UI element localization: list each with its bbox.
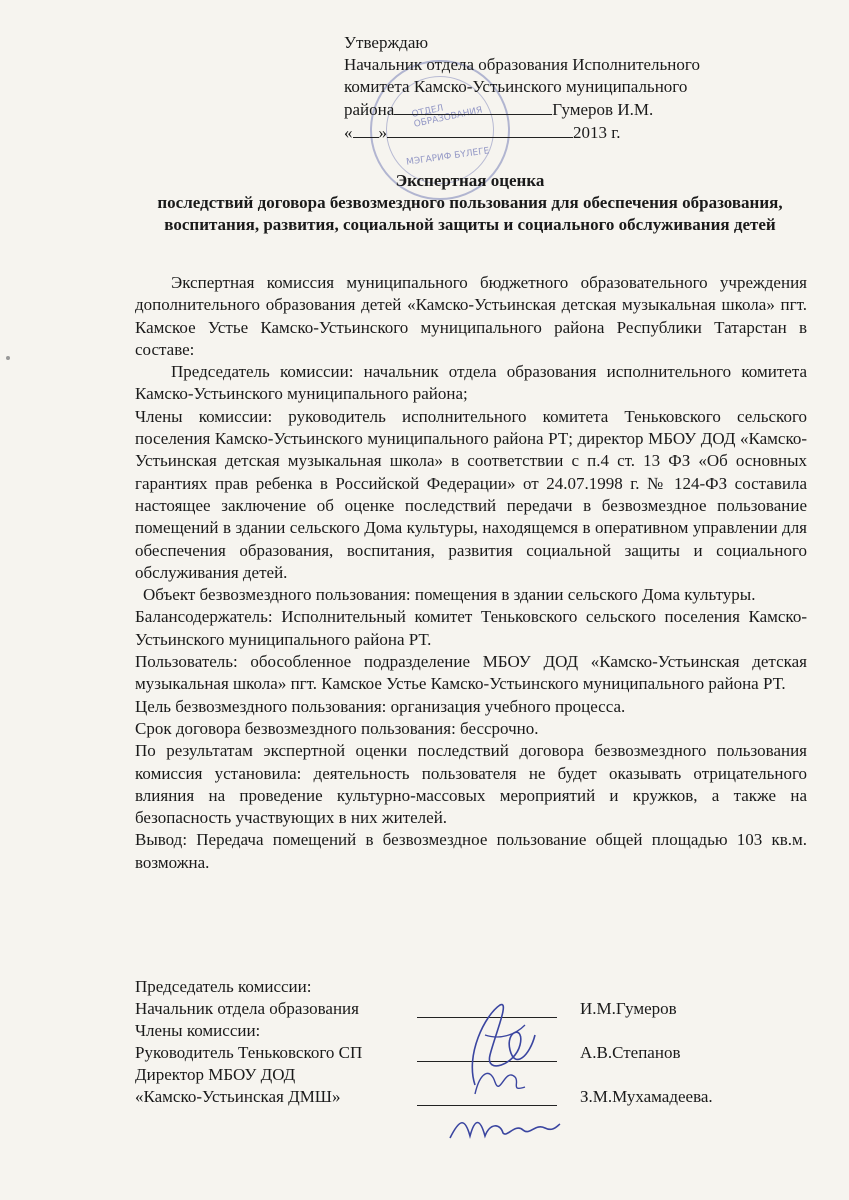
- member2-role-line-2: «Камско-Устьинская ДМШ»: [135, 1087, 341, 1106]
- date-quote-close: »: [378, 123, 387, 142]
- scan-artifact: [6, 356, 10, 360]
- approval-year: 2013 г.: [573, 123, 621, 142]
- document-title: [130, 170, 810, 236]
- paragraph-user: Пользователь: обособленное подразделение МБОУ ДОД «Камско-Устьинская детская музыкальная школа» пгт. Камское Устье Камско-Устьинского муниципального района РТ.: [135, 652, 807, 694]
- member1-handwritten-signature: [465, 1062, 535, 1102]
- chair-name: И.М.Гумеров: [580, 999, 677, 1018]
- paragraph-results: По результатам экспертной оценки последствий договора безвозмездного пользования комиссия установила: деятельность пользователя не будет оказывать отрицательного влияния на проведение культурно-массовых мероприятий и кружков, а также на безопасность участвующих в них жителей.: [135, 741, 807, 828]
- approval-district: района: [344, 100, 395, 119]
- approval-signature-blank: [394, 98, 552, 115]
- approval-block: [344, 32, 784, 144]
- member2-name: З.М.Мухамадеева.: [580, 1087, 713, 1106]
- approval-heading: Утверждаю: [344, 33, 429, 52]
- date-month-blank: [387, 121, 573, 138]
- approval-signer-line: [344, 98, 784, 121]
- paragraph-term: Срок договора безвозмездного пользования: бессрочно.: [135, 718, 539, 738]
- approval-date-line: [344, 121, 784, 144]
- title-line-1: Экспертная оценка: [395, 171, 545, 190]
- members-label: Члены комиссии:: [135, 1021, 261, 1040]
- stamp-text-top: ОТДЕЛ ОБРАЗОВАНИЯ: [410, 103, 484, 130]
- approval-signer: Гумеров И.М.: [552, 100, 654, 119]
- member2-role-line-1: Директор МБОУ ДОД: [135, 1065, 296, 1084]
- paragraph-object: Объект безвозмездного пользования: помещения в здании сельского Дома культуры.: [143, 585, 756, 605]
- title-line-2: последствий договора безвозмездного пользования для обеспечения образования, воспитания, развития, социальной защиты и социального обслуживания детей: [157, 193, 783, 234]
- document-body: [135, 272, 807, 874]
- chair-role: Начальник отдела образования: [135, 999, 359, 1018]
- approval-line-1: Начальник отдела образования Исполнительного: [344, 55, 700, 74]
- member2-handwritten-signature: [445, 1108, 565, 1148]
- paragraph-purpose: Цель безвозмездного пользования: организация учебного процесса.: [135, 696, 626, 716]
- date-day-blank: [353, 121, 379, 138]
- member2-signature-line: [417, 1105, 557, 1106]
- stamp-text-bottom: МЭГАРИФ БҮЛЕГЕ: [405, 146, 491, 168]
- chair-label: Председатель комиссии:: [135, 977, 312, 996]
- paragraph-conclusion: Вывод: Передача помещений в безвозмездное пользование общей площадью 103 кв.м. возможна.: [135, 830, 807, 872]
- paragraph-balance-holder: Балансодержатель: Исполнительный комитет Теньковского сельского поселения Камско-Устьинского муниципального района РТ.: [135, 607, 807, 649]
- paragraph-members: Члены комиссии: руководитель исполнительного комитета Теньковского сельского поселения Камско-Устьинского муниципального района РТ; директор МБОУ ДОД «Камско-Устьинская детская музыкальная школа» в соответствии с п.4 ст. 13 ФЗ «Об основных гарантиях прав ребенка в Российской Федерации» от 24.07.1998 г. № 124-ФЗ составила настоящее заключение об оценке последствий передачи в безвозмездное пользование помещений в здании сельского Дома культуры, находящемся в оперативном управлении для обеспечения образования, воспитания, развития социальной защиты и социального обслуживания детей.: [135, 406, 807, 582]
- date-quote-open: «: [344, 123, 353, 142]
- paragraph-commission: Экспертная комиссия муниципального бюджетного образовательного учреждения дополнительного образования детей «Камско-Устьинская детская музыкальная школа» пгт. Камское Устье Камско-Устьинского муниципального района Республики Татарстан в составе:: [135, 273, 807, 359]
- paragraph-chair: Председатель комиссии: начальник отдела образования исполнительного комитета Камско-Устьинского муниципального района;: [135, 362, 807, 404]
- member1-role: Руководитель Теньковского СП: [135, 1043, 363, 1062]
- approval-line-2: комитета Камско-Устьинского муниципального: [344, 77, 688, 96]
- member1-name: А.В.Степанов: [580, 1043, 681, 1062]
